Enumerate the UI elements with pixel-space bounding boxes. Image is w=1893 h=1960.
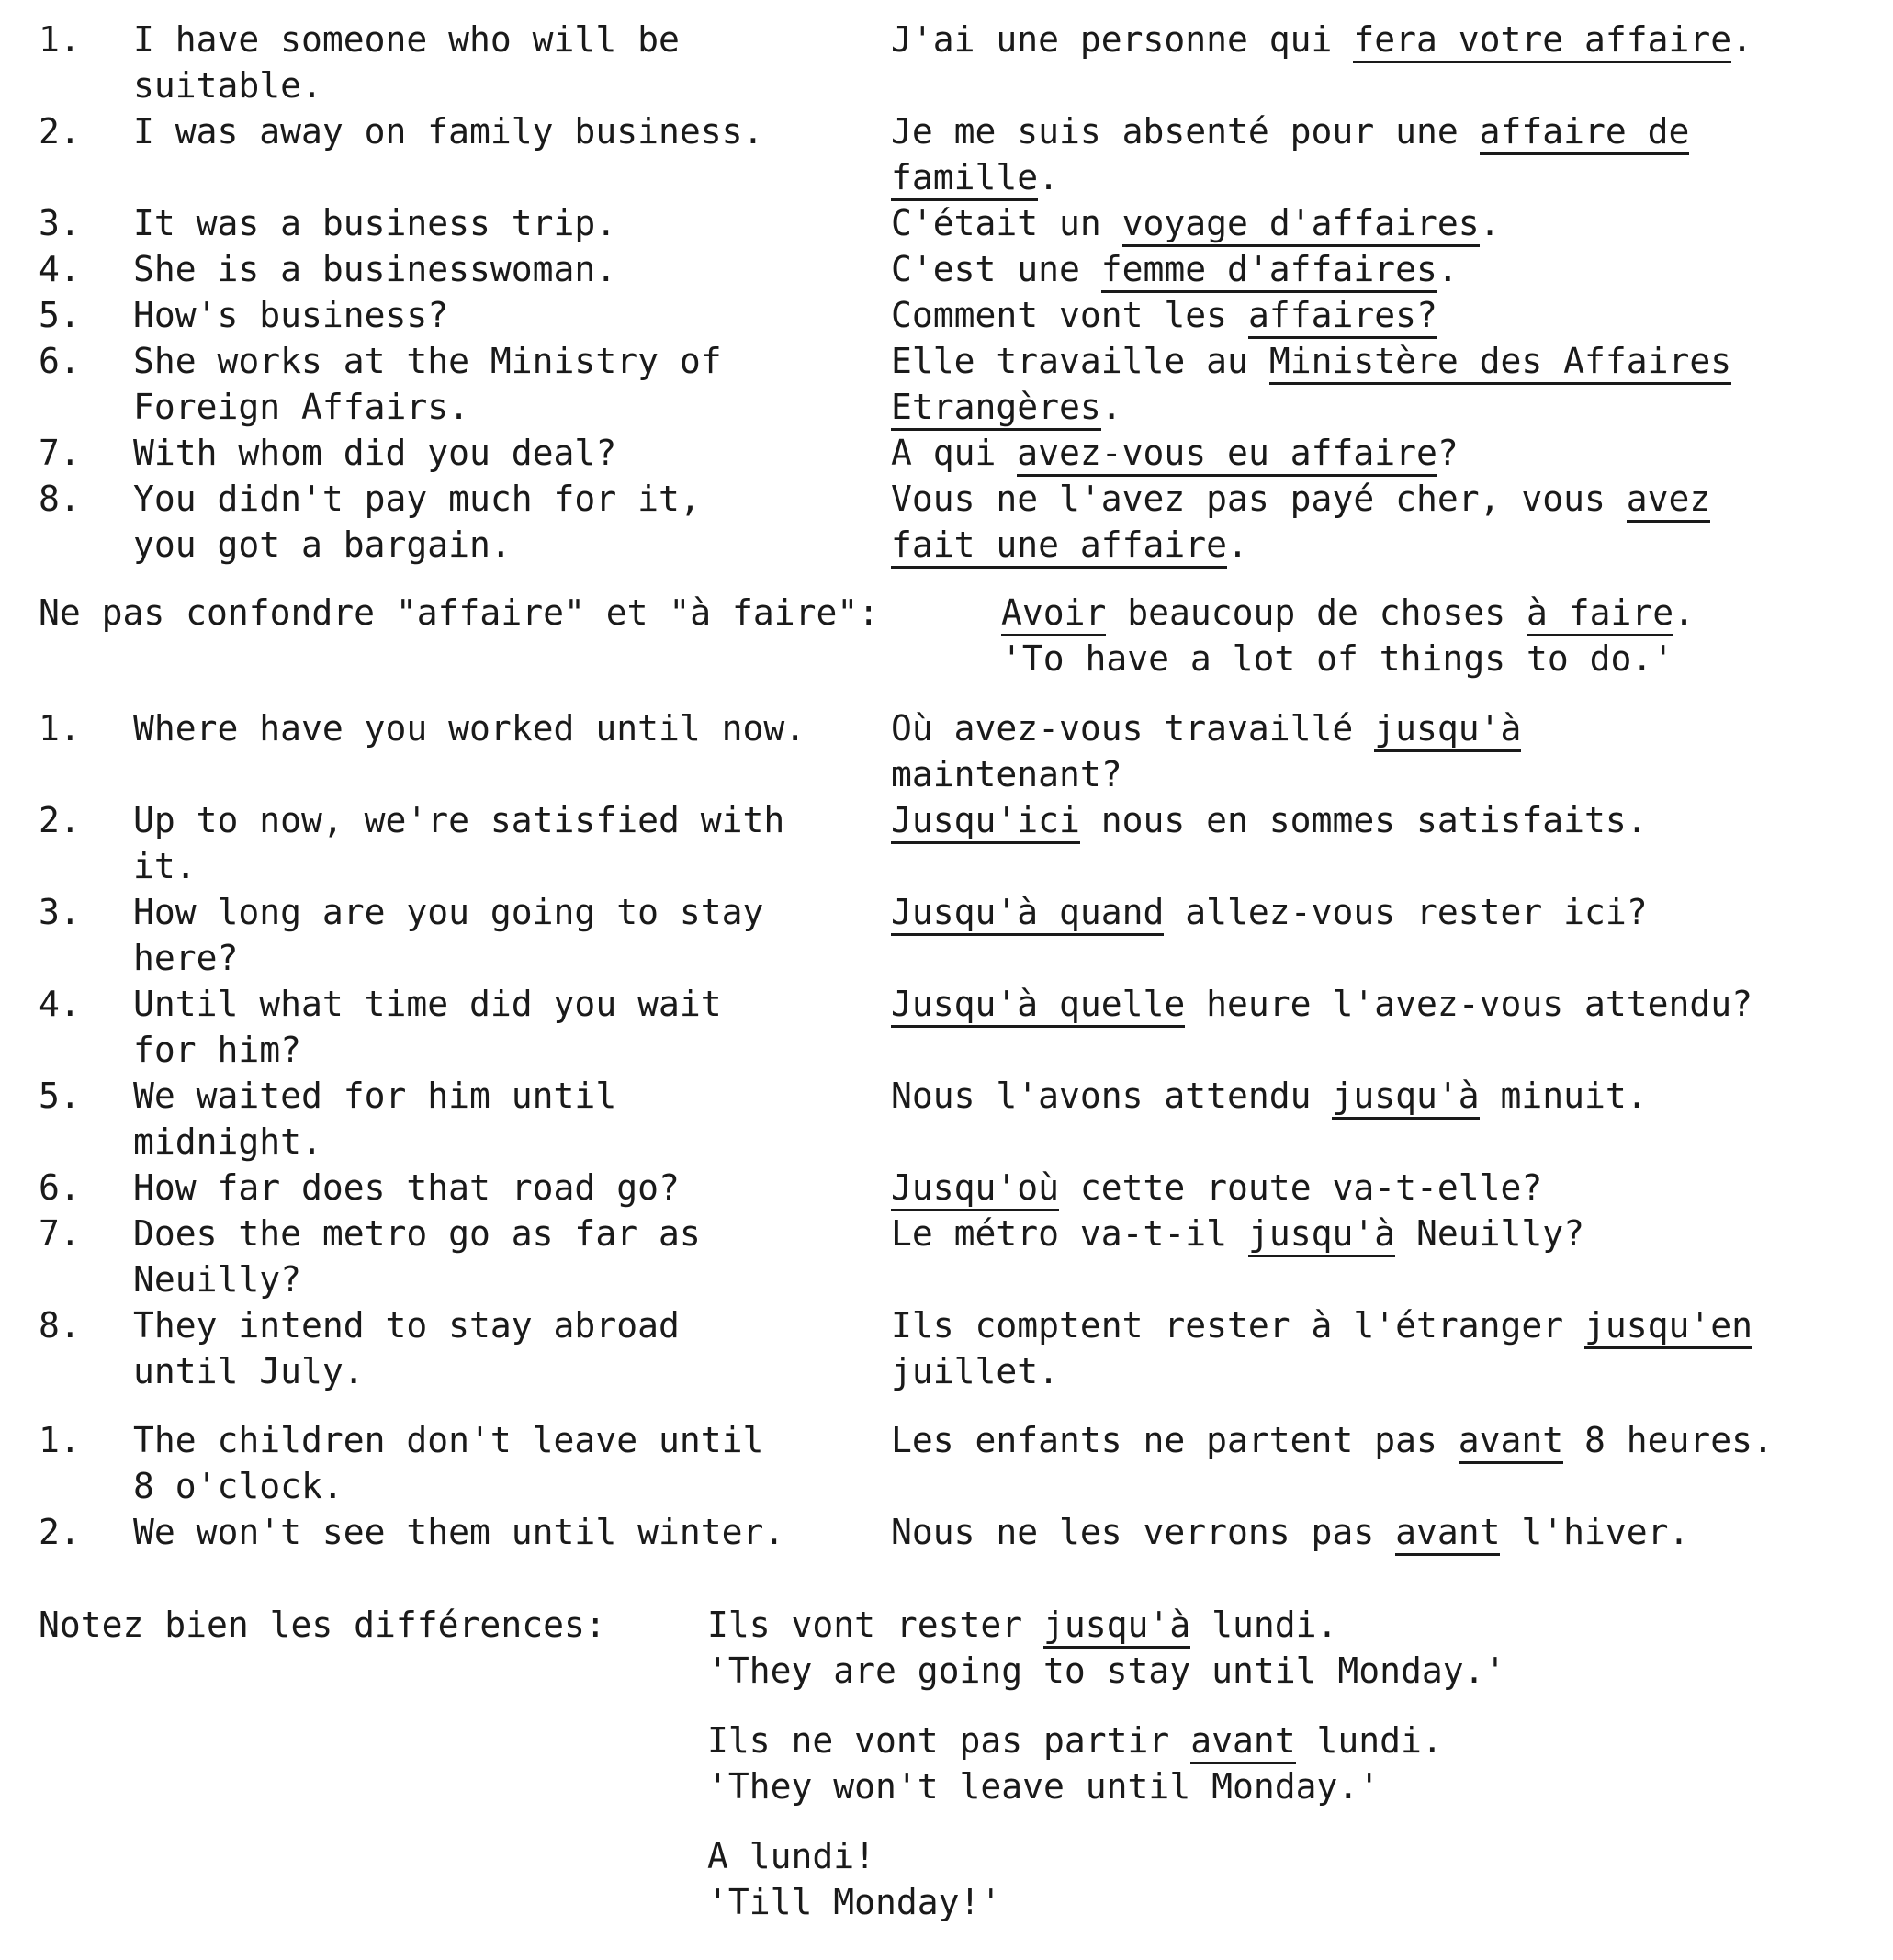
avant-french (891, 1417, 1883, 1463)
affaire-text: . (1731, 19, 1753, 60)
affaire-text: . (1038, 157, 1060, 197)
jusqua-text: Où avez-vous travaillé (891, 708, 1375, 749)
affaire-english: It was a business trip. (133, 203, 617, 243)
avant-underlined-phrase: avant (1459, 1420, 1563, 1464)
notez-text: lundi. (1190, 1605, 1338, 1645)
affaire-french (891, 292, 1883, 338)
affaire-french (891, 108, 1883, 200)
avant-english: The children don't leave until 8 o'clock. (133, 1420, 764, 1506)
confondre-underlined-phrase: Avoir (1001, 592, 1106, 636)
affaire-english: How's business? (133, 295, 449, 335)
affaire-underlined-phrase: fera votre affaire (1353, 19, 1731, 63)
jusqua-text: Le métro va-t-il (891, 1213, 1248, 1254)
notez-underlined-phrase: avant (1190, 1720, 1295, 1764)
jusqua-text: Nous l'avons attendu (891, 1076, 1333, 1116)
affaire-english: I was away on family business. (133, 111, 764, 152)
affaire-text: J'ai une personne qui (891, 19, 1354, 60)
jusqua-french (891, 889, 1883, 935)
affaire-text: . (1227, 524, 1248, 565)
affaire-number: 2. (39, 111, 81, 152)
example-3-french: A lundi! (707, 1836, 876, 1876)
jusqua-english: Where have you worked until now. (133, 708, 806, 749)
affaire-underlined-phrase: affaire de (1480, 111, 1690, 155)
avant-text: l'hiver. (1500, 1512, 1690, 1552)
affaire-french (891, 200, 1883, 246)
affaire-text: C'est une (891, 249, 1101, 289)
example-2-french (707, 1718, 1443, 1763)
confondre-french (1001, 590, 1695, 636)
jusqua-french (891, 797, 1883, 843)
jusqua-number: 2. (39, 800, 81, 840)
jusqua-french (891, 1165, 1883, 1211)
confondre-english: 'To have a lot of things to do.' (1001, 638, 1674, 679)
jusqua-number: 4. (39, 984, 81, 1024)
notez-text: Ils vont rester (707, 1605, 1044, 1645)
affaire-number: 8. (39, 479, 81, 519)
jusqua-number: 7. (39, 1213, 81, 1254)
affaire-french (891, 17, 1883, 62)
jusqua-english: Does the metro go as far as Neuilly? (133, 1213, 701, 1300)
avant-french (891, 1509, 1883, 1555)
jusqua-underlined-phrase: Jusqu'à quand (891, 892, 1164, 936)
jusqua-underlined-phrase: Jusqu'où (891, 1167, 1059, 1211)
affaire-underlined-phrase: voyage d'affaires (1122, 203, 1480, 247)
jusqua-text: heure l'avez-vous attendu? (1185, 984, 1753, 1024)
affaire-english: I have someone who will be suitable. (133, 19, 680, 106)
affaire-text: C'était un (891, 203, 1122, 243)
jusqua-underlined-phrase: Jusqu'à quelle (891, 984, 1185, 1028)
jusqua-underlined-phrase: jusqu'en (1584, 1305, 1752, 1349)
jusqua-english: We waited for him until midnight. (133, 1076, 617, 1162)
affaire-underlined-phrase: Ministère des Affaires (1269, 341, 1731, 385)
affaire-underlined-phrase: avez-vous eu affaire (1017, 433, 1437, 477)
notez-label: Notez bien les différences: (39, 1605, 606, 1645)
jusqua-text: minuit. (1479, 1076, 1648, 1116)
jusqua-english: How far does that road go? (133, 1167, 680, 1208)
example-1-english: 'They are going to stay until Monday.' (707, 1650, 1506, 1691)
affaire-underlined-phrase: affaires? (1248, 295, 1437, 339)
jusqua-text: Ils comptent rester à l'étranger (891, 1305, 1584, 1346)
jusqua-underlined-phrase: jusqu'à (1332, 1076, 1479, 1120)
avant-number: 1. (39, 1420, 81, 1460)
affaire-english: She works at the Ministry of Foreign Affairs. (133, 341, 722, 427)
avant-underlined-phrase: avant (1395, 1512, 1500, 1556)
jusqua-french (891, 705, 1883, 797)
affaire-text: . (1479, 203, 1501, 243)
jusqua-english: Up to now, we're satisfied with it. (133, 800, 785, 886)
jusqua-french (891, 1073, 1883, 1119)
affaire-french (891, 476, 1883, 568)
affaire-underlined-phrase: famille (891, 157, 1038, 201)
jusqua-number: 8. (39, 1305, 81, 1346)
jusqua-number: 1. (39, 708, 81, 749)
jusqua-french (891, 1211, 1883, 1256)
affaire-english: You didn't pay much for it, you got a bargain. (133, 479, 701, 565)
affaire-text: Elle travaille au (891, 341, 1269, 381)
affaire-french (891, 246, 1883, 292)
avant-text: 8 heures. (1563, 1420, 1774, 1460)
avant-text: Les enfants ne partent pas (891, 1420, 1459, 1460)
jusqua-number: 5. (39, 1076, 81, 1116)
affaire-text: . (1100, 387, 1122, 427)
confondre-text: beaucoup de choses (1106, 592, 1527, 633)
affaire-text: Comment vont les (891, 295, 1248, 335)
jusqua-french (891, 981, 1883, 1027)
example-1-french (707, 1602, 1337, 1648)
jusqua-underlined-phrase: jusqu'à (1248, 1213, 1395, 1257)
jusqua-text: cette route va-t-elle? (1059, 1167, 1543, 1208)
avant-number: 2. (39, 1512, 81, 1552)
affaire-number: 4. (39, 249, 81, 289)
confondre-underlined-phrase: à faire (1527, 592, 1673, 636)
affaire-french (891, 430, 1883, 476)
example-3-english: 'Till Monday!' (707, 1882, 1002, 1922)
notez-text: Ils ne vont pas partir (707, 1720, 1191, 1761)
affaire-underlined-phrase: femme d'affaires (1101, 249, 1437, 293)
jusqua-underlined-phrase: Jusqu'ici (891, 800, 1080, 844)
jusqua-english: They intend to stay abroad until July. (133, 1305, 680, 1391)
affaire-text: . (1437, 249, 1459, 289)
jusqua-text: allez-vous rester ici? (1164, 892, 1648, 932)
confondre-text: . (1673, 592, 1695, 633)
avant-english: We won't see them until winter. (133, 1512, 785, 1552)
affaire-text: A qui (891, 433, 1018, 473)
affaire-text: Je me suis absenté pour une (891, 111, 1480, 152)
confondre-label: Ne pas confondre "affaire" et "à faire": (39, 592, 880, 633)
jusqua-text: maintenant? (891, 754, 1122, 794)
jusqua-english: How long are you going to stay here? (133, 892, 764, 978)
jusqua-underlined-phrase: jusqu'à (1374, 708, 1521, 752)
affaire-english: With whom did you deal? (133, 433, 617, 473)
affaire-number: 3. (39, 203, 81, 243)
avant-text: Nous ne les verrons pas (891, 1512, 1396, 1552)
notez-text: lundi. (1295, 1720, 1443, 1761)
example-2-english: 'They won't leave until Monday.' (707, 1766, 1380, 1807)
jusqua-english: Until what time did you wait for him? (133, 984, 722, 1070)
affaire-text: ? (1437, 433, 1459, 473)
jusqua-text: juillet. (891, 1351, 1060, 1391)
affaire-number: 7. (39, 433, 81, 473)
notez-underlined-phrase: jusqu'à (1043, 1605, 1190, 1649)
affaire-text: Vous ne l'avez pas payé cher, vous (891, 479, 1627, 519)
jusqua-text: nous en sommes satisfaits. (1079, 800, 1648, 840)
affaire-underlined-phrase: Etrangères (891, 387, 1101, 431)
jusqua-french (891, 1302, 1883, 1394)
affaire-underlined-phrase: fait une affaire (891, 524, 1227, 569)
jusqua-text: Neuilly? (1395, 1213, 1584, 1254)
affaire-french (891, 338, 1883, 430)
affaire-underlined-phrase: avez (1627, 479, 1711, 523)
jusqua-number: 3. (39, 892, 81, 932)
jusqua-number: 6. (39, 1167, 81, 1208)
affaire-number: 6. (39, 341, 81, 381)
affaire-english: She is a businesswoman. (133, 249, 617, 289)
affaire-number: 1. (39, 19, 81, 60)
affaire-number: 5. (39, 295, 81, 335)
